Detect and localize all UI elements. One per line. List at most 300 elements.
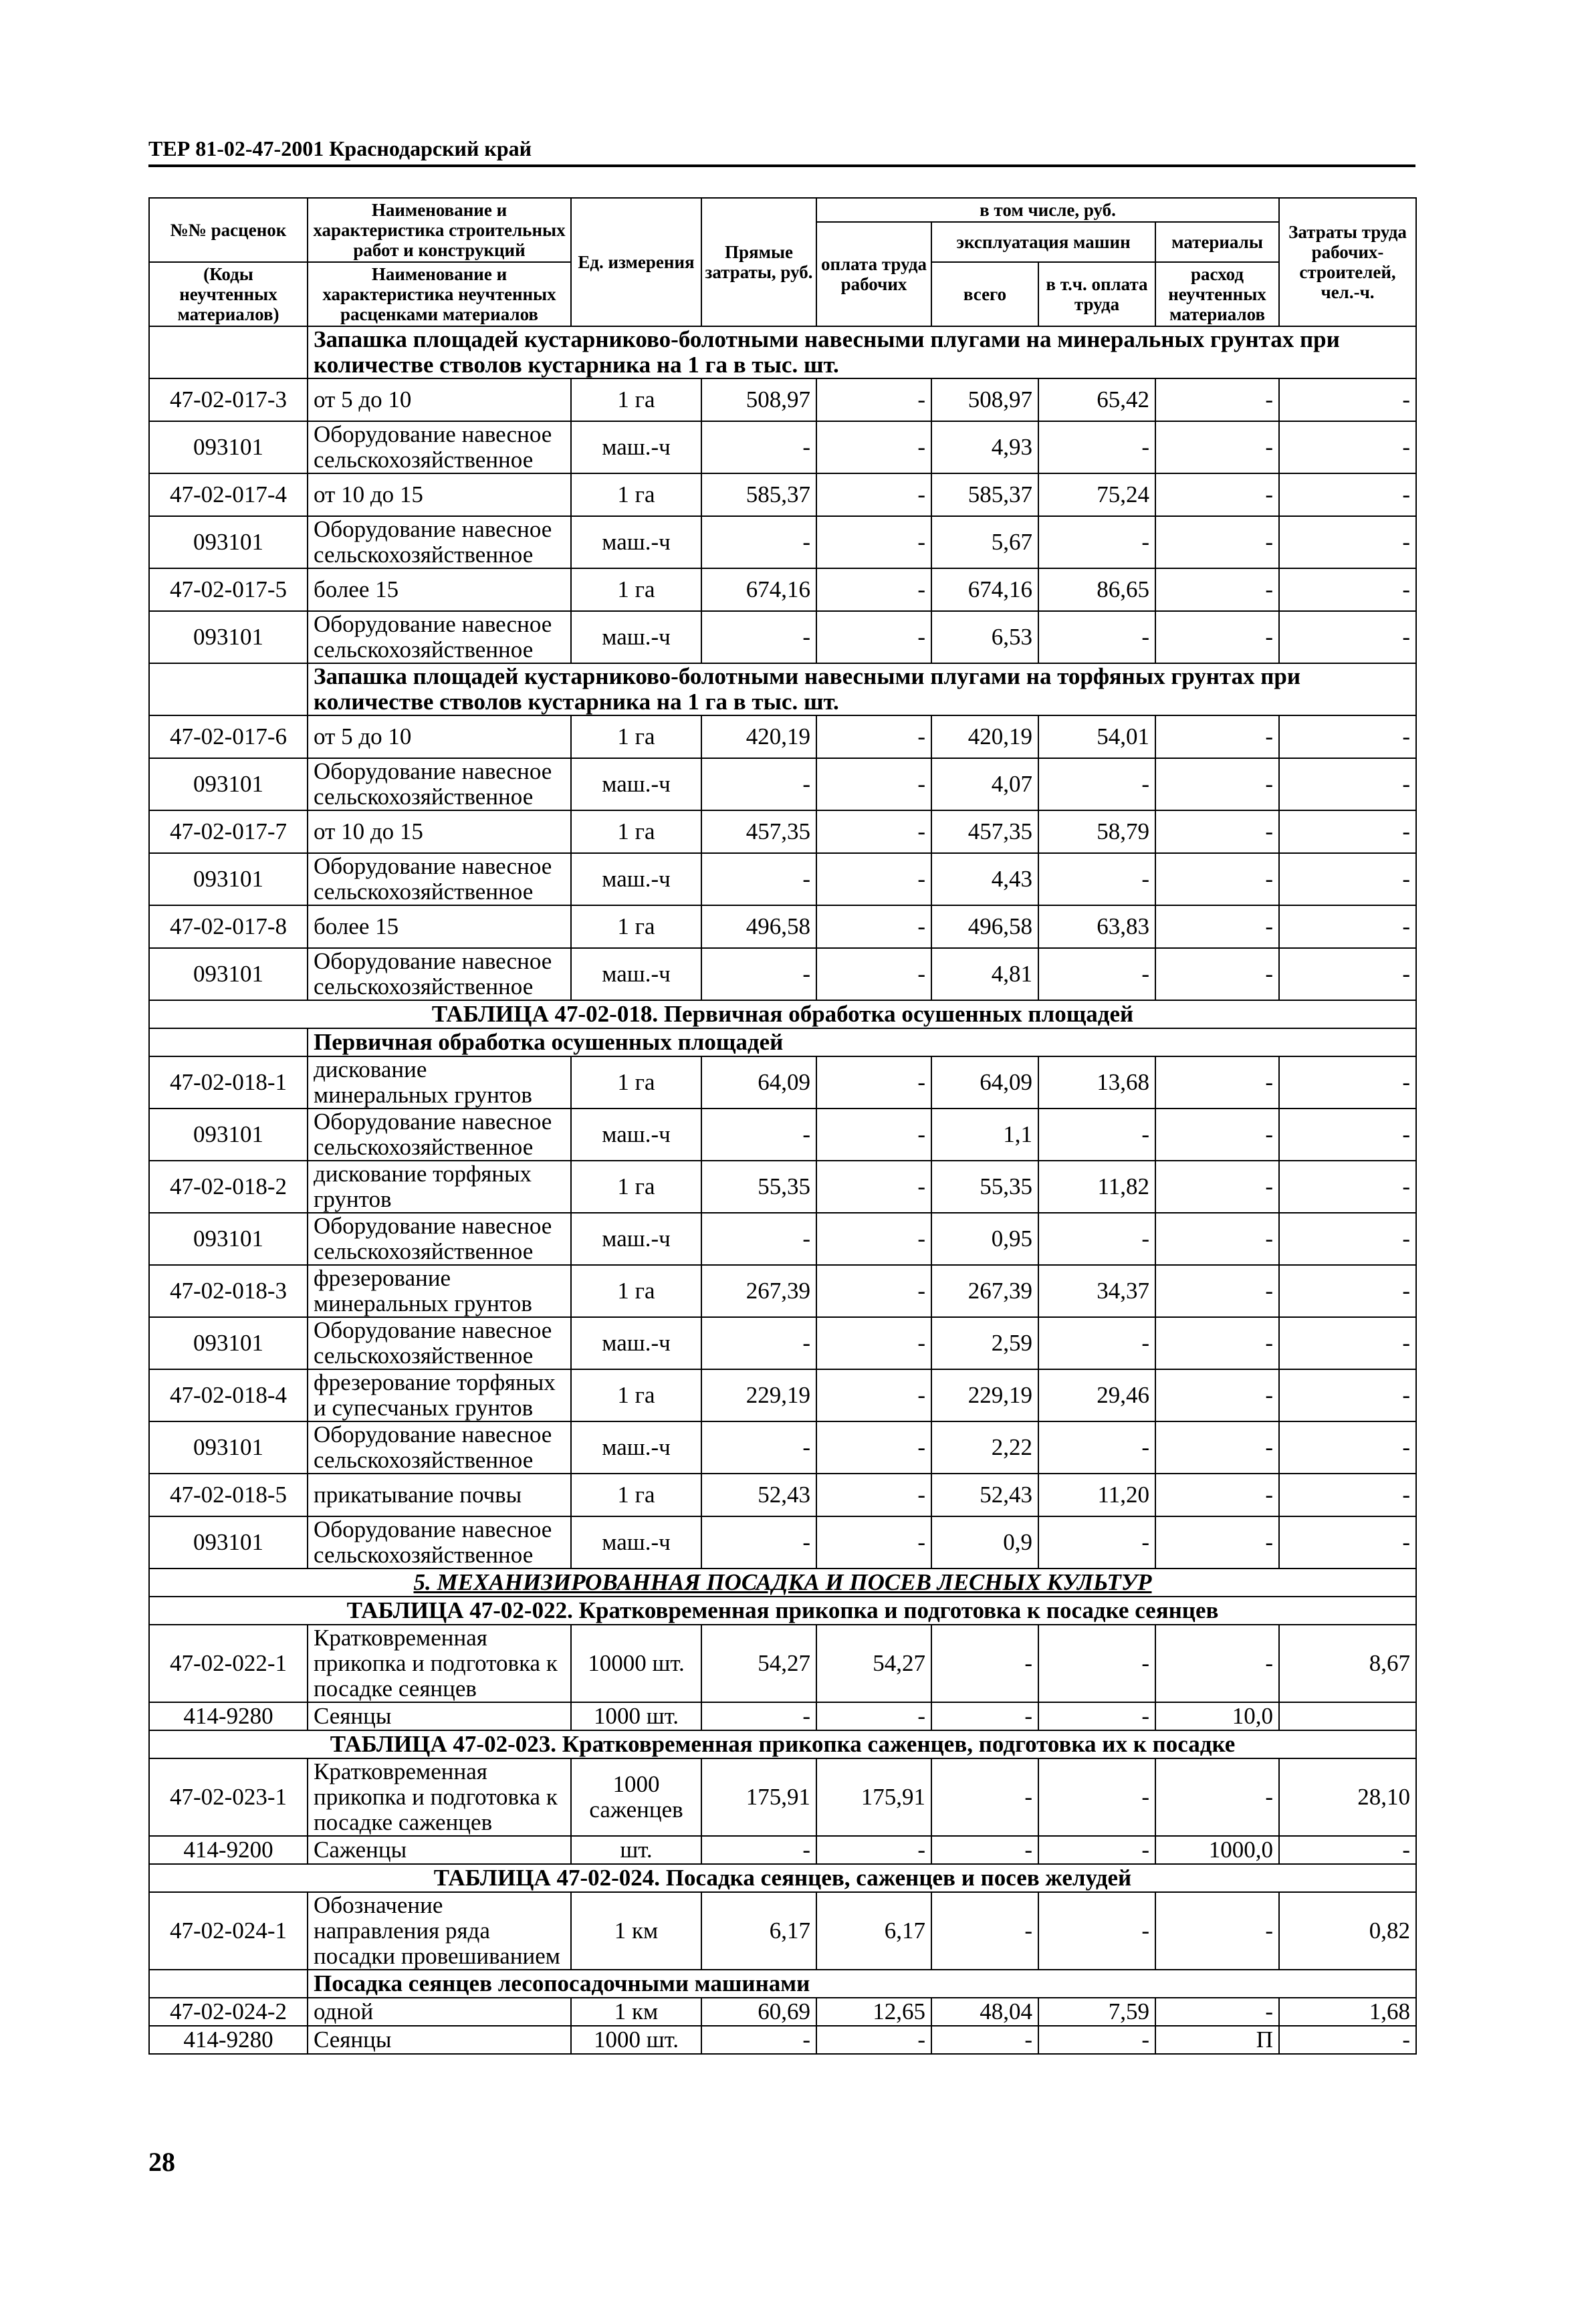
resource-name: Оборудование навесное сельскохозяйственное xyxy=(308,853,571,905)
machines-cell: 4,43 xyxy=(931,853,1038,905)
chapter-title: 5. МЕХАНИЗИРОВАННАЯ ПОСАДКА И ПОСЕВ ЛЕСНЫХ КУЛЬТУР xyxy=(149,1569,1416,1597)
machines-labor-cell: - xyxy=(1038,1758,1155,1836)
machines-cell: 0,95 xyxy=(931,1213,1038,1265)
direct-cell: 674,16 xyxy=(701,568,816,611)
workers-cell: - xyxy=(1279,905,1416,948)
col-name-alt-header: Наименование и характеристика неучтенных расценками материалов xyxy=(308,262,571,326)
workers-cell: - xyxy=(1279,1265,1416,1317)
unit-cell: 1 га xyxy=(571,1474,701,1516)
machines-labor-cell: - xyxy=(1038,1213,1155,1265)
resource-code: 093101 xyxy=(149,611,308,663)
rate-code: 47-02-018-4 xyxy=(149,1369,308,1421)
labor-cell: 54,27 xyxy=(816,1625,931,1702)
workers-cell: 8,67 xyxy=(1279,1625,1416,1702)
unit-cell: 1 га xyxy=(571,1161,701,1213)
table-row xyxy=(149,1369,1416,1421)
machines-cell: - xyxy=(931,1758,1038,1836)
table-row xyxy=(149,611,1416,663)
materials-cell: - xyxy=(1155,1421,1279,1474)
workers-cell: - xyxy=(1279,810,1416,853)
materials-cell: - xyxy=(1155,1474,1279,1516)
labor-cell: - xyxy=(816,1516,931,1569)
unit-cell: маш.-ч xyxy=(571,1421,701,1474)
direct-cell: - xyxy=(701,2026,816,2054)
machines-labor-cell: - xyxy=(1038,758,1155,810)
section-row xyxy=(149,1028,1416,1056)
materials-cell: П xyxy=(1155,2026,1279,2054)
workers-cell: - xyxy=(1279,758,1416,810)
unit-cell: 1 га xyxy=(571,378,701,421)
unit-cell: маш.-ч xyxy=(571,1109,701,1161)
table-row xyxy=(149,421,1416,473)
machines-cell: 267,39 xyxy=(931,1265,1038,1317)
machines-cell: 1,1 xyxy=(931,1109,1038,1161)
materials-cell: - xyxy=(1155,1213,1279,1265)
labor-cell: - xyxy=(816,948,931,1000)
table-row xyxy=(149,1265,1416,1317)
direct-cell: 267,39 xyxy=(701,1265,816,1317)
labor-cell: - xyxy=(816,758,931,810)
resource-name: Оборудование навесное сельскохозяйственное xyxy=(308,516,571,568)
direct-cell: - xyxy=(701,1516,816,1569)
empty-cell xyxy=(149,326,308,378)
work-name: дискование минеральных грунтов xyxy=(308,1056,571,1109)
table-header xyxy=(149,198,1416,326)
labor-cell: - xyxy=(816,1474,931,1516)
direct-cell: - xyxy=(701,1836,816,1864)
unit-cell: 10000 шт. xyxy=(571,1625,701,1702)
materials-cell: - xyxy=(1155,1516,1279,1569)
col-name-header: Наименование и характеристика строительных работ и конструкций xyxy=(308,198,571,262)
labor-cell: - xyxy=(816,1056,931,1109)
col-machines-total-header: всего xyxy=(931,262,1038,326)
machines-cell: 496,58 xyxy=(931,905,1038,948)
labor-cell: - xyxy=(816,1421,931,1474)
machines-labor-cell: 29,46 xyxy=(1038,1369,1155,1421)
direct-cell: 52,43 xyxy=(701,1474,816,1516)
col-unit-header: Ед. измерения xyxy=(571,198,701,326)
workers-cell: 0,82 xyxy=(1279,1892,1416,1970)
col-code-header: №№ расценок xyxy=(149,198,308,262)
materials-cell: - xyxy=(1155,421,1279,473)
direct-cell: - xyxy=(701,758,816,810)
table-row xyxy=(149,715,1416,758)
table-row xyxy=(149,905,1416,948)
labor-cell: - xyxy=(816,2026,931,2054)
labor-cell: - xyxy=(816,378,931,421)
table-row xyxy=(149,1109,1416,1161)
page-header: ТЕР 81-02-47-2001 Краснодарский край xyxy=(148,136,532,160)
rate-code: 47-02-024-2 xyxy=(149,1998,308,2026)
workers-cell: - xyxy=(1279,473,1416,516)
chapter-row xyxy=(149,1569,1416,1597)
machines-labor-cell: - xyxy=(1038,421,1155,473)
machines-cell: 229,19 xyxy=(931,1369,1038,1421)
resource-code: 093101 xyxy=(149,1109,308,1161)
direct-cell: 175,91 xyxy=(701,1758,816,1836)
unit-cell: маш.-ч xyxy=(571,853,701,905)
table-row xyxy=(149,1892,1416,1970)
col-machines-header: эксплуатация машин xyxy=(931,222,1155,262)
unit-cell: 1000 шт. xyxy=(571,1702,701,1730)
rates-table xyxy=(148,197,1417,2055)
machines-cell: - xyxy=(931,1892,1038,1970)
machines-labor-cell: - xyxy=(1038,611,1155,663)
direct-cell: - xyxy=(701,853,816,905)
work-name: Сеянцы xyxy=(308,2026,571,2054)
work-name: Кратковременная прикопка и подготовка к посадке сеянцев xyxy=(308,1625,571,1702)
machines-labor-cell: 86,65 xyxy=(1038,568,1155,611)
work-name: более 15 xyxy=(308,905,571,948)
table-title-row xyxy=(149,1597,1416,1625)
materials-cell: - xyxy=(1155,715,1279,758)
work-name: фрезерование торфяных и супесчаных грунтов xyxy=(308,1369,571,1421)
direct-cell: 457,35 xyxy=(701,810,816,853)
col-direct-header: Прямые затраты, руб. xyxy=(701,198,816,326)
resource-code: 093101 xyxy=(149,948,308,1000)
table-row xyxy=(149,1702,1416,1730)
workers-cell: - xyxy=(1279,421,1416,473)
workers-cell: - xyxy=(1279,1516,1416,1569)
empty-cell xyxy=(149,1028,308,1056)
col-incl-header: в том числе, руб. xyxy=(816,198,1279,222)
unit-cell: 1 га xyxy=(571,810,701,853)
machines-cell: 457,35 xyxy=(931,810,1038,853)
rate-code: 47-02-023-1 xyxy=(149,1758,308,1836)
materials-cell: - xyxy=(1155,1998,1279,2026)
labor-cell: - xyxy=(816,1369,931,1421)
machines-cell: - xyxy=(931,1625,1038,1702)
direct-cell: - xyxy=(701,1109,816,1161)
workers-cell: - xyxy=(1279,1421,1416,1474)
resource-code: 093101 xyxy=(149,1516,308,1569)
resource-code: 414-9200 xyxy=(149,1836,308,1864)
table-row xyxy=(149,516,1416,568)
direct-cell: 6,17 xyxy=(701,1892,816,1970)
table-row xyxy=(149,1625,1416,1702)
resource-name: Саженцы xyxy=(308,1836,571,1864)
work-name: от 10 до 15 xyxy=(308,473,571,516)
unit-cell: 1 га xyxy=(571,1369,701,1421)
unit-cell: 1 га xyxy=(571,715,701,758)
section-title: Посадка сеянцев лесопосадочными машинами xyxy=(308,1970,1416,1998)
unit-cell: 1 км xyxy=(571,1998,701,2026)
resource-code: 414-9280 xyxy=(149,1702,308,1730)
workers-cell: - xyxy=(1279,1474,1416,1516)
table-row xyxy=(149,1998,1416,2026)
direct-cell: 496,58 xyxy=(701,905,816,948)
work-name: от 5 до 10 xyxy=(308,378,571,421)
rate-code: 47-02-022-1 xyxy=(149,1625,308,1702)
materials-cell: 10,0 xyxy=(1155,1702,1279,1730)
work-name: одной xyxy=(308,1998,571,2026)
table-title-row xyxy=(149,1730,1416,1758)
labor-cell: - xyxy=(816,715,931,758)
materials-cell: - xyxy=(1155,473,1279,516)
work-name: от 10 до 15 xyxy=(308,810,571,853)
unit-cell: 1 га xyxy=(571,1056,701,1109)
workers-cell: - xyxy=(1279,611,1416,663)
direct-cell: 64,09 xyxy=(701,1056,816,1109)
table-title: ТАБЛИЦА 47-02-023. Кратковременная прикопка саженцев, подготовка их к посадке xyxy=(149,1730,1416,1758)
workers-cell: - xyxy=(1279,378,1416,421)
rate-code: 47-02-017-7 xyxy=(149,810,308,853)
unit-cell: маш.-ч xyxy=(571,421,701,473)
machines-labor-cell: - xyxy=(1038,1317,1155,1369)
materials-cell: - xyxy=(1155,853,1279,905)
rate-code: 47-02-017-8 xyxy=(149,905,308,948)
table-row xyxy=(149,853,1416,905)
machines-cell: 2,22 xyxy=(931,1421,1038,1474)
labor-cell: 12,65 xyxy=(816,1998,931,2026)
table-title: ТАБЛИЦА 47-02-022. Кратковременная прикопка и подготовка к посадке сеянцев xyxy=(149,1597,1416,1625)
workers-cell: - xyxy=(1279,715,1416,758)
table-row xyxy=(149,2026,1416,2054)
labor-cell: - xyxy=(816,1265,931,1317)
labor-cell: - xyxy=(816,810,931,853)
header-rule xyxy=(148,164,1415,167)
table-title-row xyxy=(149,1000,1416,1028)
materials-cell: - xyxy=(1155,516,1279,568)
workers-cell: - xyxy=(1279,948,1416,1000)
machines-cell: 2,59 xyxy=(931,1317,1038,1369)
machines-labor-cell: - xyxy=(1038,516,1155,568)
machines-cell: 585,37 xyxy=(931,473,1038,516)
work-name: фрезерование минеральных грунтов xyxy=(308,1265,571,1317)
workers-cell: - xyxy=(1279,2026,1416,2054)
rate-code: 47-02-017-3 xyxy=(149,378,308,421)
materials-cell: - xyxy=(1155,1625,1279,1702)
rate-code: 47-02-018-2 xyxy=(149,1161,308,1213)
materials-cell: - xyxy=(1155,1265,1279,1317)
unit-cell: маш.-ч xyxy=(571,611,701,663)
rate-code: 47-02-017-5 xyxy=(149,568,308,611)
direct-cell: - xyxy=(701,516,816,568)
work-name: Кратковременная прикопка и подготовка к посадке саженцев xyxy=(308,1758,571,1836)
unit-cell: 1000 шт. xyxy=(571,2026,701,2054)
table-row xyxy=(149,568,1416,611)
table-title: ТАБЛИЦА 47-02-024. Посадка сеянцев, саженцев и посев желудей xyxy=(149,1864,1416,1892)
labor-cell: - xyxy=(816,1836,931,1864)
table-row xyxy=(149,810,1416,853)
machines-cell: 508,97 xyxy=(931,378,1038,421)
machines-labor-cell: 63,83 xyxy=(1038,905,1155,948)
rate-code: 414-9280 xyxy=(149,2026,308,2054)
rate-code: 47-02-018-5 xyxy=(149,1474,308,1516)
labor-cell: - xyxy=(816,473,931,516)
machines-cell: - xyxy=(931,2026,1038,2054)
table-row xyxy=(149,1836,1416,1864)
materials-cell: - xyxy=(1155,1056,1279,1109)
direct-cell: - xyxy=(701,1213,816,1265)
machines-labor-cell: - xyxy=(1038,948,1155,1000)
machines-labor-cell: 65,42 xyxy=(1038,378,1155,421)
table-row xyxy=(149,378,1416,421)
table-row xyxy=(149,1758,1416,1836)
rate-code: 47-02-017-4 xyxy=(149,473,308,516)
materials-cell: - xyxy=(1155,1369,1279,1421)
labor-cell: - xyxy=(816,1109,931,1161)
table-row xyxy=(149,1161,1416,1213)
materials-cell: - xyxy=(1155,1161,1279,1213)
direct-cell: 420,19 xyxy=(701,715,816,758)
direct-cell: - xyxy=(701,1421,816,1474)
machines-cell: - xyxy=(931,1836,1038,1864)
unit-cell: 1 га xyxy=(571,473,701,516)
table-row xyxy=(149,758,1416,810)
work-name: прикатывание почвы xyxy=(308,1474,571,1516)
table-row xyxy=(149,1474,1416,1516)
unit-cell: маш.-ч xyxy=(571,1317,701,1369)
workers-cell: 1,68 xyxy=(1279,1998,1416,2026)
machines-cell: 55,35 xyxy=(931,1161,1038,1213)
unit-cell: маш.-ч xyxy=(571,948,701,1000)
labor-cell: - xyxy=(816,516,931,568)
machines-labor-cell: 7,59 xyxy=(1038,1998,1155,2026)
machines-cell: 52,43 xyxy=(931,1474,1038,1516)
workers-cell: - xyxy=(1279,1161,1416,1213)
col-materials-header: материалы xyxy=(1155,222,1279,262)
labor-cell: - xyxy=(816,1702,931,1730)
direct-cell: 508,97 xyxy=(701,378,816,421)
materials-cell: - xyxy=(1155,1109,1279,1161)
labor-cell: - xyxy=(816,421,931,473)
machines-cell: - xyxy=(931,1702,1038,1730)
workers-cell: - xyxy=(1279,516,1416,568)
machines-cell: 420,19 xyxy=(931,715,1038,758)
materials-cell: - xyxy=(1155,378,1279,421)
col-materials-unaccounted-header: расход неучтенных материалов xyxy=(1155,262,1279,326)
machines-labor-cell: - xyxy=(1038,1892,1155,1970)
col-workers-header: Затраты труда рабочих-строителей, чел.-ч. xyxy=(1279,198,1416,326)
machines-labor-cell: 11,20 xyxy=(1038,1474,1155,1516)
resource-name: Сеянцы xyxy=(308,1702,571,1730)
empty-cell xyxy=(149,663,308,715)
machines-labor-cell: - xyxy=(1038,2026,1155,2054)
resource-name: Оборудование навесное сельскохозяйственное xyxy=(308,758,571,810)
col-code-alt-header: (Коды неучтенных материалов) xyxy=(149,262,308,326)
resource-code: 093101 xyxy=(149,1213,308,1265)
machines-cell: 674,16 xyxy=(931,568,1038,611)
unit-cell: маш.-ч xyxy=(571,758,701,810)
machines-labor-cell: - xyxy=(1038,1702,1155,1730)
materials-cell: - xyxy=(1155,758,1279,810)
materials-cell: - xyxy=(1155,1892,1279,1970)
page-number: 28 xyxy=(148,2147,175,2177)
machines-cell: 4,07 xyxy=(931,758,1038,810)
materials-cell: - xyxy=(1155,948,1279,1000)
machines-cell: 0,9 xyxy=(931,1516,1038,1569)
machines-cell: 4,93 xyxy=(931,421,1038,473)
work-name: более 15 xyxy=(308,568,571,611)
resource-code: 093101 xyxy=(149,516,308,568)
machines-labor-cell: 11,82 xyxy=(1038,1161,1155,1213)
machines-labor-cell: 54,01 xyxy=(1038,715,1155,758)
direct-cell: 60,69 xyxy=(701,1998,816,2026)
labor-cell: - xyxy=(816,568,931,611)
section-row xyxy=(149,326,1416,378)
resource-name: Оборудование навесное сельскохозяйственное xyxy=(308,1109,571,1161)
work-name: от 5 до 10 xyxy=(308,715,571,758)
rate-code: 47-02-018-3 xyxy=(149,1265,308,1317)
table-row xyxy=(149,1421,1416,1474)
labor-cell: - xyxy=(816,905,931,948)
materials-cell: - xyxy=(1155,810,1279,853)
machines-labor-cell: - xyxy=(1038,1516,1155,1569)
machines-labor-cell: 13,68 xyxy=(1038,1056,1155,1109)
resource-name: Оборудование навесное сельскохозяйственное xyxy=(308,611,571,663)
machines-labor-cell: 58,79 xyxy=(1038,810,1155,853)
workers-cell: 28,10 xyxy=(1279,1758,1416,1836)
materials-cell: - xyxy=(1155,1758,1279,1836)
resource-code: 093101 xyxy=(149,1421,308,1474)
table-body xyxy=(149,326,1416,2054)
machines-labor-cell: 34,37 xyxy=(1038,1265,1155,1317)
resource-code: 093101 xyxy=(149,853,308,905)
labor-cell: - xyxy=(816,853,931,905)
table-row xyxy=(149,948,1416,1000)
direct-cell: 55,35 xyxy=(701,1161,816,1213)
table-title-row xyxy=(149,1864,1416,1892)
unit-cell: маш.-ч xyxy=(571,1516,701,1569)
materials-cell: 1000,0 xyxy=(1155,1836,1279,1864)
machines-labor-cell: - xyxy=(1038,1421,1155,1474)
machines-cell: 48,04 xyxy=(931,1998,1038,2026)
resource-name: Оборудование навесное сельскохозяйственное xyxy=(308,1516,571,1569)
workers-cell: - xyxy=(1279,1317,1416,1369)
col-labor-header: оплата труда рабочих xyxy=(816,222,931,326)
workers-cell: - xyxy=(1279,1213,1416,1265)
section-title: Первичная обработка осушенных площадей xyxy=(308,1028,1416,1056)
machines-labor-cell: - xyxy=(1038,1625,1155,1702)
section-title: Запашка площадей кустарниково-болотными навесными плугами на минеральных грунтах при количестве стволов кустарника на 1 га в тыс. шт. xyxy=(308,326,1416,378)
machines-cell: 6,53 xyxy=(931,611,1038,663)
table-row xyxy=(149,1213,1416,1265)
resource-code: 093101 xyxy=(149,758,308,810)
direct-cell: - xyxy=(701,421,816,473)
unit-cell: 1 га xyxy=(571,905,701,948)
resource-name: Оборудование навесное сельскохозяйственное xyxy=(308,1421,571,1474)
resource-name: Оборудование навесное сельскохозяйственное xyxy=(308,1213,571,1265)
labor-cell: - xyxy=(816,1161,931,1213)
workers-cell: - xyxy=(1279,1056,1416,1109)
workers-cell xyxy=(1279,1702,1416,1730)
labor-cell: 6,17 xyxy=(816,1892,931,1970)
direct-cell: - xyxy=(701,948,816,1000)
materials-cell: - xyxy=(1155,568,1279,611)
section-title: Запашка площадей кустарниково-болотными навесными плугами на торфяных грунтах при количестве стволов кустарника на 1 га в тыс. шт. xyxy=(308,663,1416,715)
section-row xyxy=(149,663,1416,715)
direct-cell: 585,37 xyxy=(701,473,816,516)
labor-cell: - xyxy=(816,1213,931,1265)
workers-cell: - xyxy=(1279,568,1416,611)
resource-name: Оборудование навесное сельскохозяйственное xyxy=(308,948,571,1000)
machines-cell: 5,67 xyxy=(931,516,1038,568)
workers-cell: - xyxy=(1279,1369,1416,1421)
table-row xyxy=(149,1317,1416,1369)
materials-cell: - xyxy=(1155,905,1279,948)
machines-labor-cell: - xyxy=(1038,1836,1155,1864)
empty-cell xyxy=(149,1970,308,1998)
machines-labor-cell: - xyxy=(1038,853,1155,905)
workers-cell: - xyxy=(1279,1109,1416,1161)
direct-cell: 229,19 xyxy=(701,1369,816,1421)
rate-code: 47-02-024-1 xyxy=(149,1892,308,1970)
resource-code: 093101 xyxy=(149,1317,308,1369)
table-row xyxy=(149,1056,1416,1109)
machines-cell: 4,81 xyxy=(931,948,1038,1000)
work-name: дискование торфяных грунтов xyxy=(308,1161,571,1213)
